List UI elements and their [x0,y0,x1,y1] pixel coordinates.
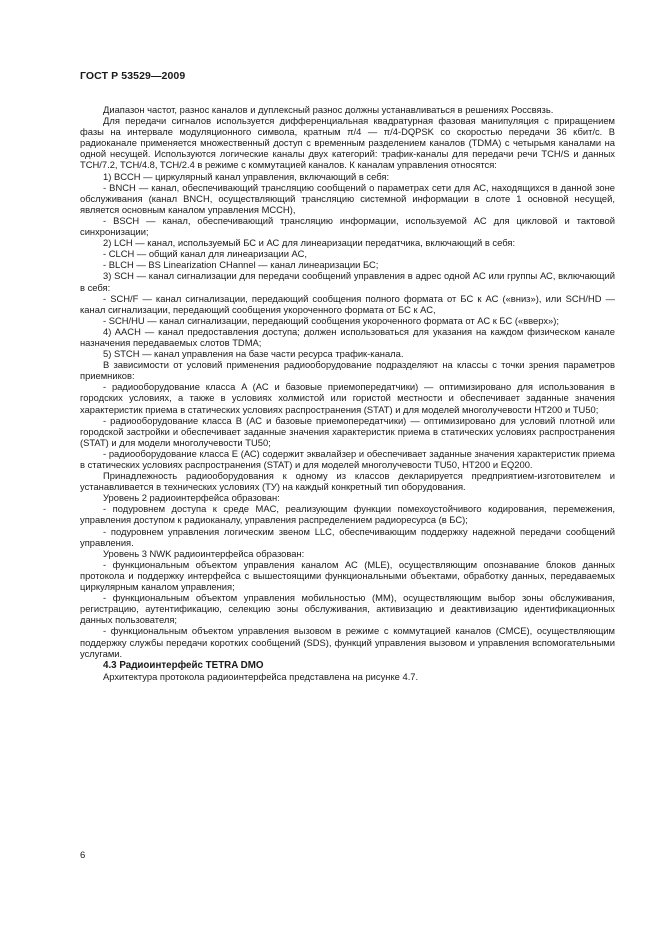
list-item: 4) AACH — канал предоставления доступа; должен использоваться для указания на каждом физическом канале назначения передаваемых слотов TDMA; [80,325,615,348]
list-item: 2) LCH — канал, используемый БС и АС для линеаризации передатчика, включающий в себя: [103,237,516,249]
list-item: - подуровнем доступа к среде MAC, реализующим функции помехоустойчивого кодирования, перемежения, управления доступом к радиоканалу, управления распределением радиоресурса (в БС); [80,503,615,526]
list-item: - подуровнем управления логическим звеном LLC, обеспечивающим поддержку надежной передачи сообщений управления. [80,525,615,548]
paragraph: Уровень 3 NWK радиоинтерфейса образован: [103,547,305,559]
paragraph: В зависимости от условий применения радиооборудование подразделяют на классы с точки зрения параметров приемников: [80,359,615,382]
list-item: - BNCH — канал, обеспечивающий трансляцию сообщений о параметрах сети для АС, находящихся в данной зоне обслуживания (канал BNCH, осуществляющий трансляцию системной информации в слоте 1 основной несущей, является основным каналом управления MCCH), [80,181,615,215]
list-item: - радиооборудование класса A (АС и базовые приемопередатчики) — оптимизировано для использования в городских условиях, а также в условиях холмистой или гористой местности и обеспечивает заданные значения характеристик приема в статических условиях распространения (STAT) и для моделей многолучевости HT200 и TU50; [80,381,615,415]
list-item: - BLCH — BS Linearization CHannel — канал линеаризации БС; [103,259,379,271]
page-number: 6 [80,850,86,861]
list-item: - SCH/F — канал сигнализации, передающий сообщения полного формата от БС к АС («вниз»), или SCH/HD — канал сигнализации, передающий сообщения укороченного формата от БС к АС, [80,292,615,315]
list-item: - функциональным объектом управления каналом АС (MLE), осуществляющим опознавание блоков данных протокола и поддержку интерфейса с вышестоящими функциональными объектами, обработку данных, передаваемых циркулярным каналом управления; [80,558,615,593]
list-item: - функциональным объектом управления мобильностью (MM), осуществляющим выбор зоны обслуживания, регистрацию, аутентификацию, селекцию зоны обслуживания, активизацию и деактивизацию идентификационных данных пользователя; [80,592,615,626]
list-item: - радиооборудование класса E (АС) содержит эквалайзер и обеспечивает заданные значения характеристик приема в статических условиях распространения (STAT) и для моделей многолучевости TU50, HT200 и EQ200. [80,447,615,470]
list-item: - CLCH — общий канал для линеаризации АС, [103,248,307,260]
paragraph: Для передачи сигналов используется дифференциальная квадратурная фазовая манипуляция с приращением фазы на интервале модуляционного символа, кратным π/4 — π/4-DQPSK со скоростью передачи 36 кбит/с. В радиоканале применяется множественный доступ с временным разделением каналов (TDMA) с четырьмя каналами на одной несущей. Используются логические каналы двух категорий: трафик-каналы для передачи речи TCH/S и данных TCH/7.2, TCH/4.8, TCH/2.4 в режиме с коммутацией каналов. К каналам управления относятся: [80,115,615,171]
paragraph: Диапазон частот, разнос каналов и дуплексный разнос должны устанавливаться в решениях Россвязь. [103,104,554,115]
list-item: - BSCH — канал, обеспечивающий трансляцию информации, используемой АС для цикловой и тактовой синхронизации; [80,214,615,238]
paragraph: Архитектура протокола радиоинтерфейса представлена на рисунке 4.7. [103,670,419,682]
paragraph: Принадлежность радиооборудования к одному из классов декларируется предприятием-изготовителем и устанавливается в технических условиях (ТУ) на каждый конкретный тип оборудования. [80,470,615,493]
list-item: 5) STCH — канал управления на базе части ресурса трафик-канала. [103,348,404,360]
list-item: 1) BCCH — циркулярный канал управления, включающий в себя: [103,170,390,182]
document-body [80,104,615,682]
list-item: - функциональным объектом управления вызовом в режиме с коммутацией каналов (CMCE), осуществляющим поддержку службы передачи коротких сообщений (SDS), функций управления вызовом и управления вспомогательными услугами. [80,625,615,659]
document-header: ГОСТ Р 53529—2009 [80,70,186,82]
paragraph: Уровень 2 радиоинтерфейса образован: [103,492,280,504]
list-item: 3) SCH — канал сигнализации для передачи сообщений управления в адрес одной АС или группы АС, включающий в себя: [80,270,615,293]
list-item: - радиооборудование класса B (АС и базовые приемопередатчики) — оптимизировано для условий плотной или городской застройки и обеспечивает заданные значения характеристик приема в статических условиях распространения (STAT) и для модели многолучевости TU50; [80,414,615,448]
list-item: - SCH/HU — канал сигнализации, передающий сообщения укороченного формата от АС к БС («вверх»); [103,314,559,326]
section-heading: 4.3 Радиоинтерфейс TETRA DMO [103,659,264,671]
